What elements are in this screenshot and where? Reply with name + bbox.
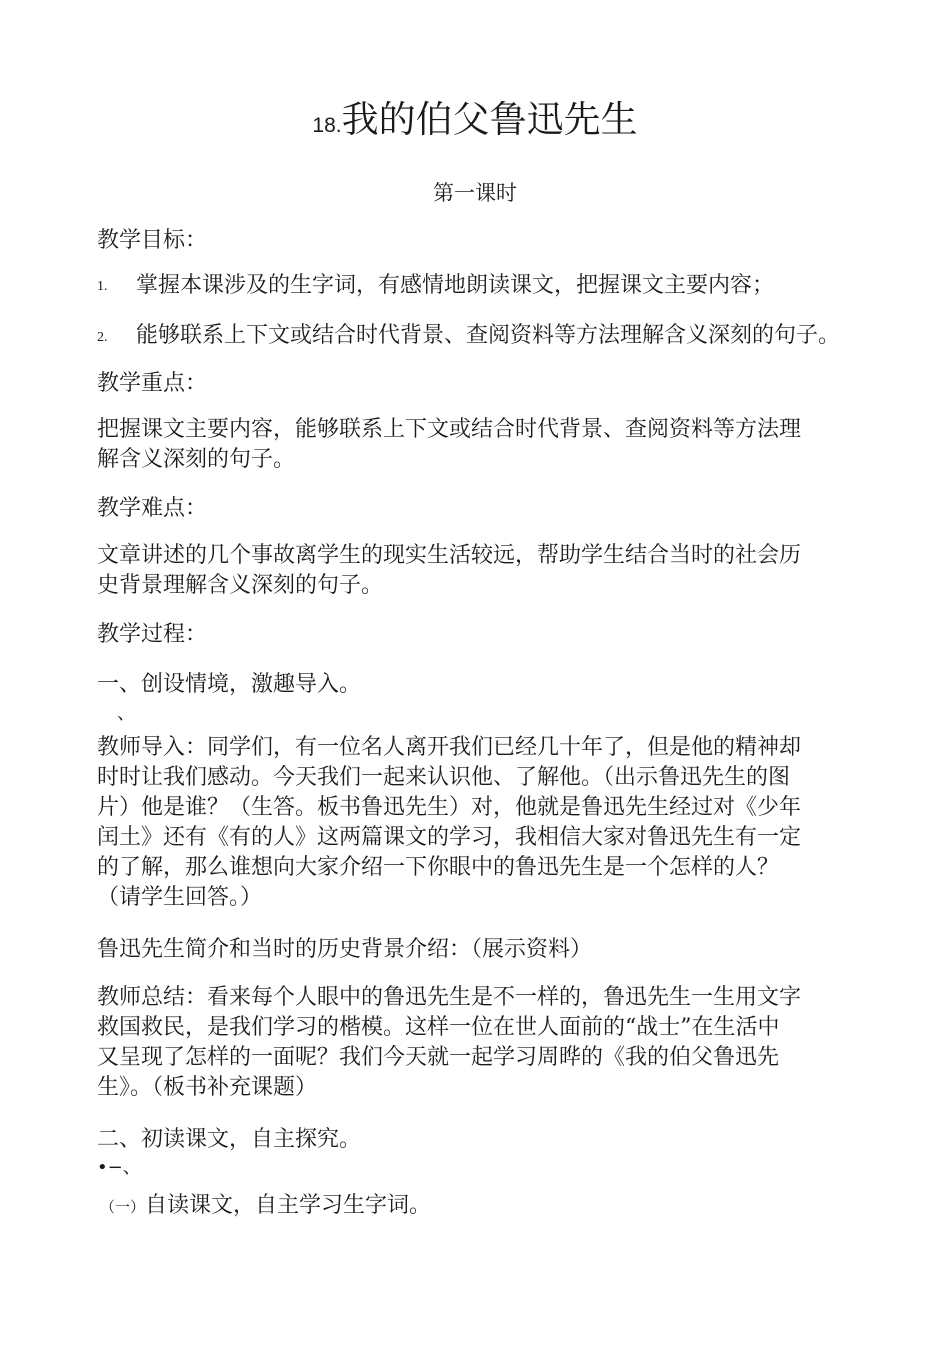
goal-item-number: 1.: [97, 279, 108, 294]
lesson-subtitle: 第一课时: [433, 181, 517, 205]
subsection-number: （一）: [100, 1198, 146, 1216]
paragraph-line: 的了解，那么谁想向大家介绍一下你眼中的鲁迅先生是一个怎样的人？: [97, 855, 780, 880]
paragraph-line: 闰土》还有《有的人》这两篇课文的学习，我相信大家对鲁迅先生有一定: [97, 825, 802, 850]
teacher-summary-paragraph: [97, 983, 857, 1103]
paragraph-line: 片）他是谁？（生答。板书鲁迅先生）对，他就是鲁迅先生经过对《少年: [97, 795, 802, 820]
paragraph-line: 救国救民，是我们学习的楷模。这样一位在世人面前的“战士”在生活中: [97, 1015, 780, 1040]
section-2-title: 二、初读课文，自主探究。: [97, 1127, 362, 1152]
background-intro-line: 鲁迅先生简介和当时的历史背景介绍：（展示资料）: [97, 937, 593, 962]
subsection-text: 自读课文，自主学习生字词。: [145, 1193, 432, 1218]
goal-item-1: [97, 272, 108, 302]
stray-mark: •−、: [97, 1157, 141, 1178]
goal-item-number: 2.: [97, 330, 108, 345]
paragraph-line: 教师总结：看来每个人眼中的鲁迅先生是不一样的，鲁迅先生一生用文字: [97, 985, 802, 1010]
paragraph-line: 又呈现了怎样的一面呢？我们今天就一起学习周晔的《我的伯父鲁迅先: [97, 1045, 780, 1070]
page-title: [0, 98, 950, 148]
section-1-title: 一、创设情境，激趣导入。: [97, 672, 362, 697]
paragraph-line: 解含义深刻的句子。: [97, 447, 296, 472]
difficulties-heading: 教学难点：: [97, 496, 208, 521]
goal-item-2: [97, 323, 108, 353]
stray-mark: 、: [117, 703, 135, 724]
paragraph-line: 生》。（板书补充课题）: [97, 1075, 318, 1100]
title-number: 18.: [312, 114, 342, 137]
goal-item-text: 掌握本课涉及的生字词，有感情地朗读课文，把握课文主要内容；: [136, 273, 775, 298]
paragraph-line: 文章讲述的几个事故离学生的现实生活较远，帮助学生结合当时的社会历: [97, 543, 802, 568]
key-points-heading: 教学重点：: [97, 371, 208, 396]
paragraph-line: 时时让我们感动。今天我们一起来认识他、了解他。（出示鲁迅先生的图: [97, 765, 791, 790]
paragraph-line: （请学生回答。）: [97, 885, 263, 910]
difficulties-paragraph: [97, 541, 857, 601]
goal-item-text: 能够联系上下文或结合时代背景、查阅资料等方法理解含义深刻的句子。: [136, 323, 841, 348]
teacher-intro-paragraph: [97, 733, 857, 913]
title-text: 我的伯父鲁迅先生: [341, 98, 638, 141]
paragraph-line: 史背景理解含义深刻的句子。: [97, 573, 384, 598]
goals-heading: 教学目标：: [97, 228, 208, 253]
subsection-1: [100, 1191, 431, 1222]
paragraph-line: 教师导入：同学们，有一位名人离开我们已经几十年了，但是他的精神却: [97, 735, 802, 760]
process-heading: 教学过程：: [97, 622, 208, 647]
paragraph-line: 把握课文主要内容，能够联系上下文或结合时代背景、查阅资料等方法理: [97, 417, 802, 442]
key-points-paragraph: [97, 415, 857, 475]
